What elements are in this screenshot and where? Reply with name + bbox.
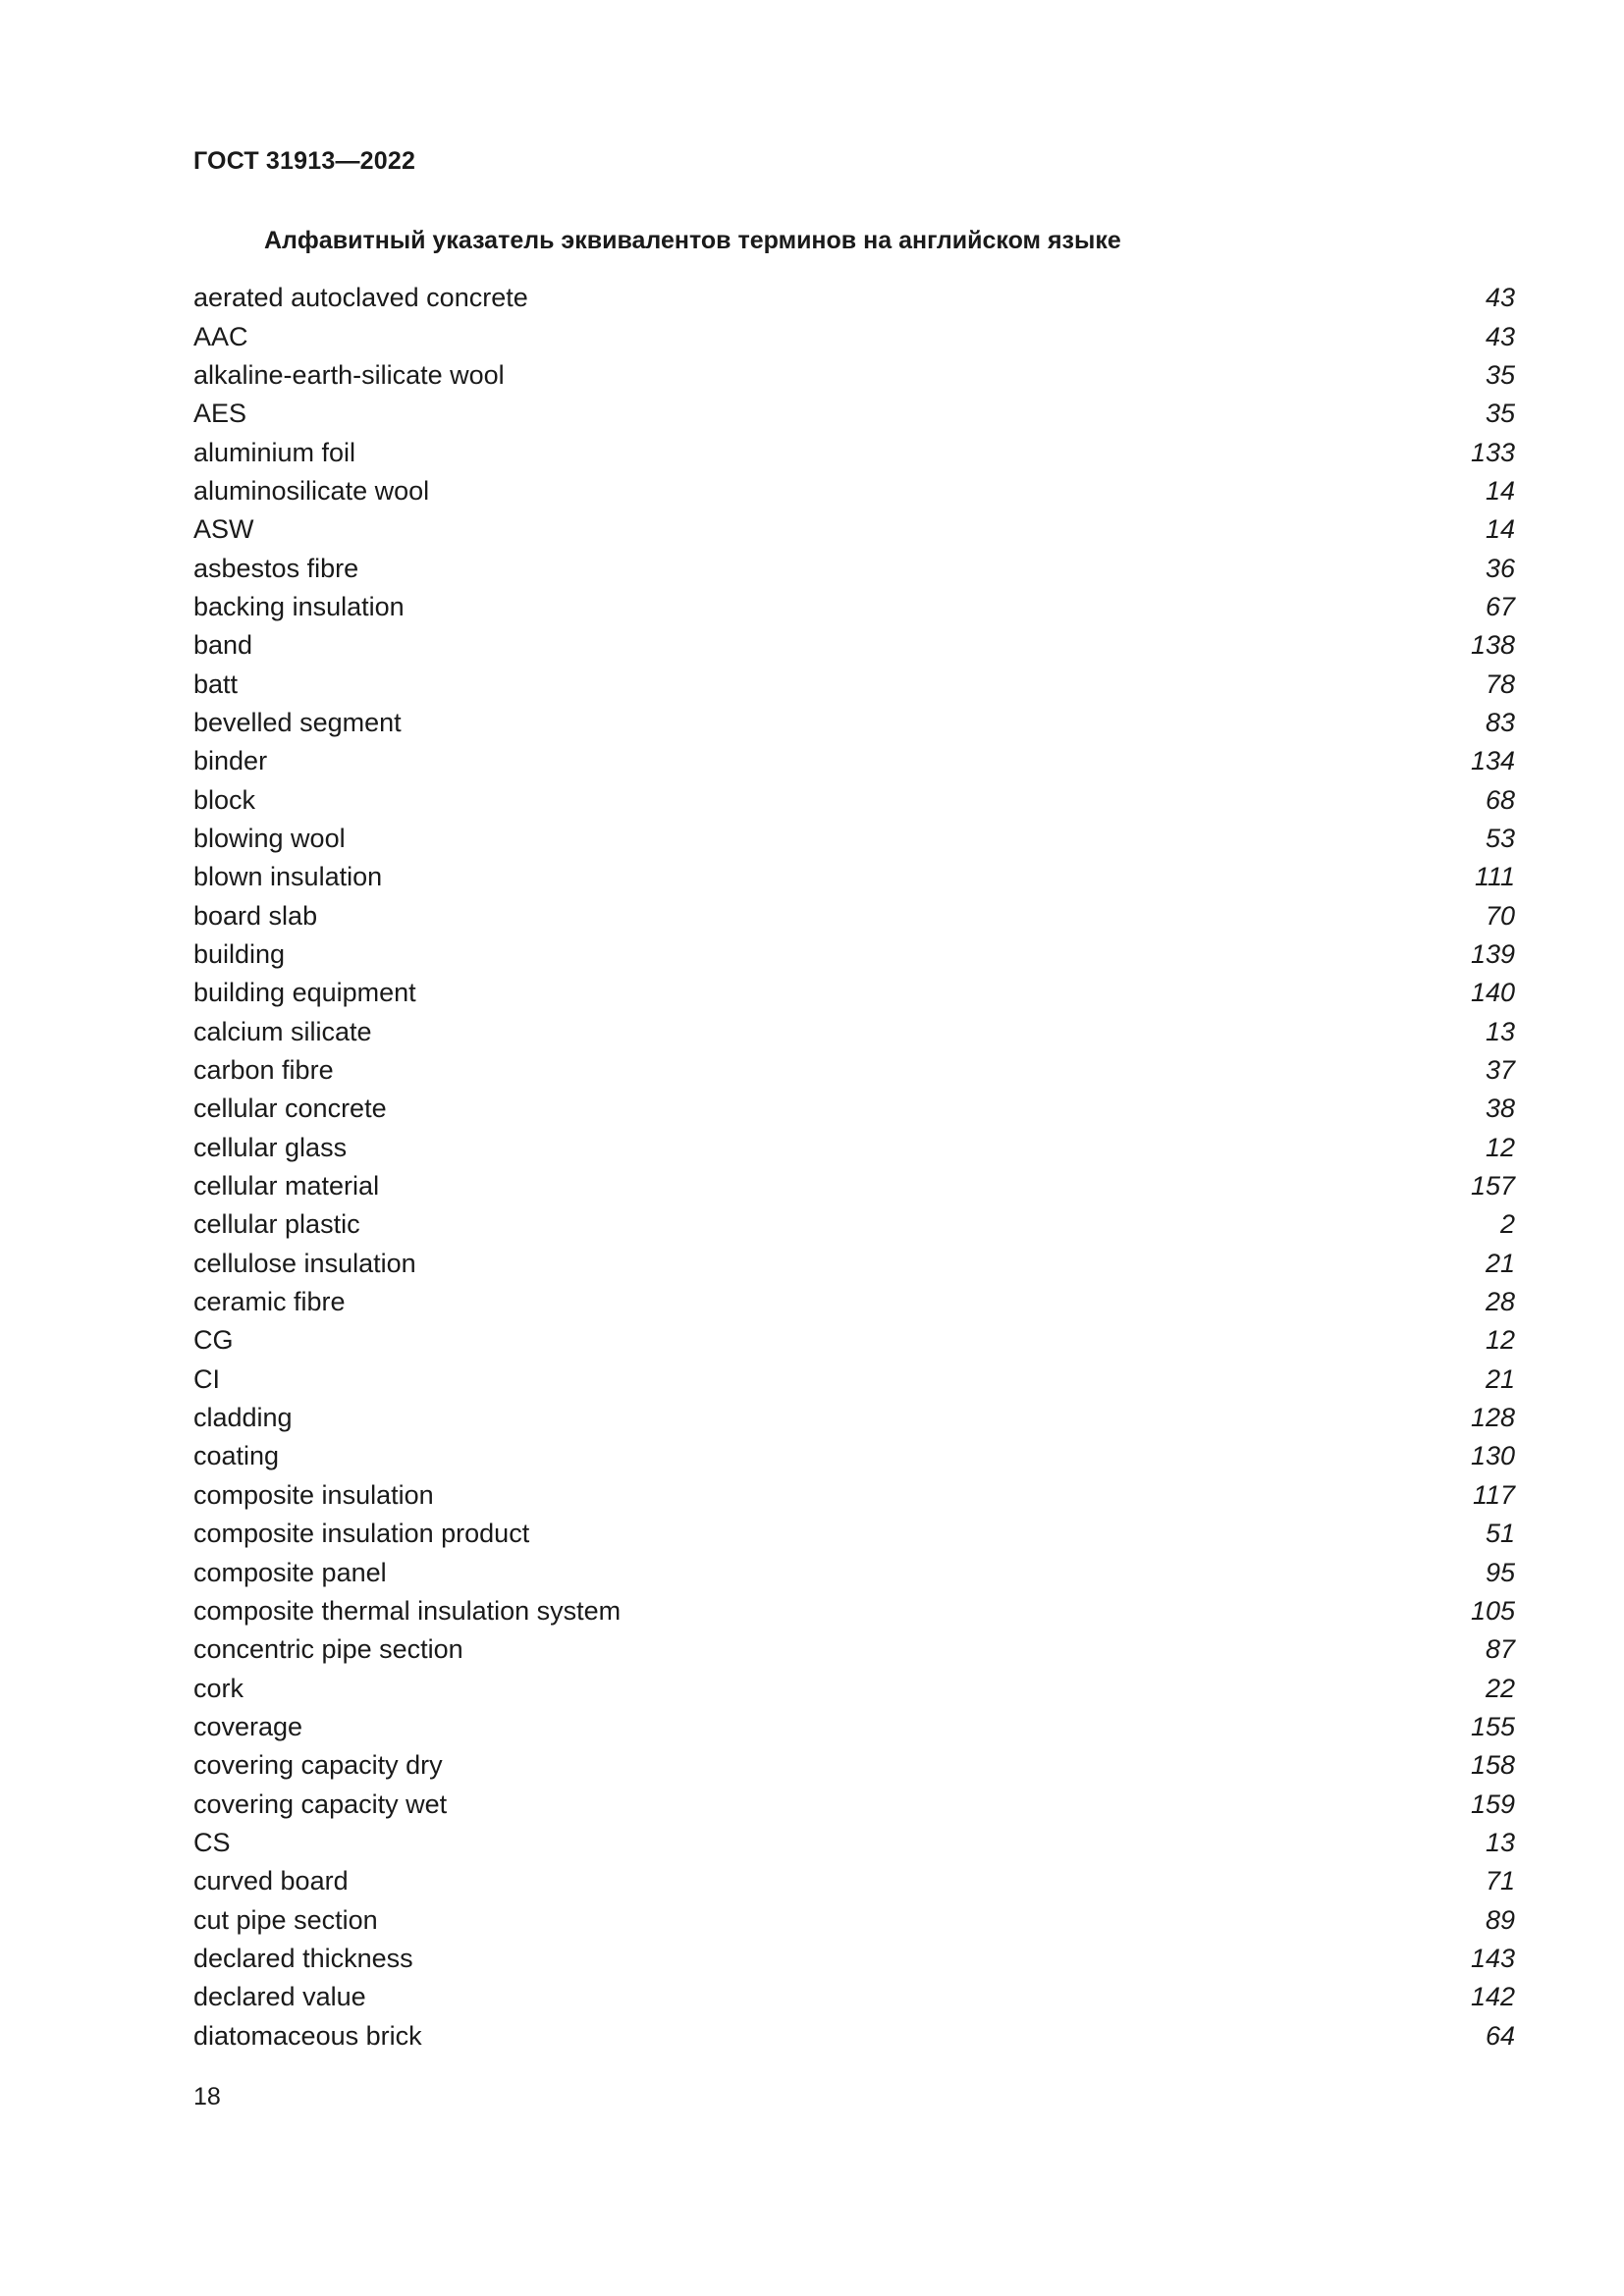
index-entry <box>193 780 1517 819</box>
entry-term: aerated autoclaved concrete <box>193 283 528 313</box>
entry-reference-number: 35 <box>1485 359 1515 390</box>
entry-reference-number: 13 <box>1485 1016 1515 1046</box>
entry-reference-number: 105 <box>1470 1595 1515 1626</box>
index-entry <box>193 665 1517 703</box>
entry-term: concentric pipe section <box>193 1634 463 1665</box>
entry-reference-number: 68 <box>1485 784 1515 815</box>
entry-term: AES <box>193 399 247 429</box>
entry-reference-number: 83 <box>1485 707 1515 737</box>
index-entry <box>193 1476 1517 1515</box>
page-number: 18 <box>193 2083 221 2110</box>
entry-reference-number: 51 <box>1485 1519 1515 1549</box>
index-entry <box>193 1129 1517 1167</box>
entry-reference-number: 35 <box>1485 399 1515 429</box>
index-entry <box>193 626 1517 665</box>
index-entry <box>193 395 1517 433</box>
entry-reference-number: 158 <box>1470 1750 1515 1781</box>
index-entry <box>193 1245 1517 1283</box>
entry-reference-number: 138 <box>1470 630 1515 661</box>
index-entry <box>193 935 1517 974</box>
entry-term: bevelled segment <box>193 707 402 737</box>
entry-term: block <box>193 784 256 815</box>
entry-term: diatomaceous brick <box>193 2020 422 2051</box>
entry-reference-number: 13 <box>1485 1827 1515 1857</box>
entry-term: coating <box>193 1441 280 1471</box>
entry-reference-number: 111 <box>1474 862 1515 892</box>
index-entry <box>193 1785 1517 1823</box>
entry-reference-number: 14 <box>1485 475 1515 506</box>
entry-term: CI <box>193 1363 220 1394</box>
entry-term: aluminosilicate wool <box>193 475 430 506</box>
entry-term: composite insulation product <box>193 1519 530 1549</box>
entry-reference-number: 43 <box>1485 283 1515 313</box>
entry-term: alkaline-earth-silicate wool <box>193 359 505 390</box>
entry-reference-number: 36 <box>1485 553 1515 583</box>
entry-reference-number: 2 <box>1499 1209 1515 1240</box>
entry-reference-number: 12 <box>1485 1325 1515 1356</box>
entry-term: board slab <box>193 900 318 931</box>
entry-term: cellular glass <box>193 1132 348 1162</box>
index-entry <box>193 1630 1517 1669</box>
entry-reference-number: 67 <box>1485 591 1515 621</box>
entry-reference-number: 12 <box>1485 1132 1515 1162</box>
index-entry <box>193 549 1517 587</box>
entry-reference-number: 78 <box>1485 668 1515 699</box>
index-entry <box>193 356 1517 395</box>
entry-reference-number: 70 <box>1485 900 1515 931</box>
index-entry <box>193 1708 1517 1746</box>
entry-term: band <box>193 630 253 661</box>
index-entry <box>193 279 1517 317</box>
index-entry <box>193 1361 1517 1399</box>
standard-designation: ГОСТ 31913—2022 <box>193 147 416 175</box>
index-entry <box>193 1283 1517 1321</box>
index-entry <box>193 1824 1517 1862</box>
entry-term: asbestos fibre <box>193 553 359 583</box>
index-entry <box>193 1592 1517 1630</box>
index-entry <box>193 1862 1517 1900</box>
index-entry <box>193 1669 1517 1707</box>
index-entry <box>193 317 1517 355</box>
entry-term: composite insulation <box>193 1479 434 1510</box>
index-entry <box>193 742 1517 780</box>
index-entry <box>193 1900 1517 1939</box>
index-entry <box>193 1553 1517 1591</box>
index-entry <box>193 1437 1517 1475</box>
index-entry <box>193 897 1517 935</box>
entry-reference-number: 21 <box>1485 1363 1515 1394</box>
entry-reference-number: 37 <box>1485 1055 1515 1086</box>
entry-term: CG <box>193 1325 234 1356</box>
entry-reference-number: 89 <box>1485 1904 1515 1935</box>
entry-reference-number: 21 <box>1485 1248 1515 1278</box>
entry-term: cellular material <box>193 1171 380 1201</box>
index-entry <box>193 820 1517 858</box>
entry-reference-number: 140 <box>1470 978 1515 1008</box>
index-entry <box>193 472 1517 510</box>
index-entry <box>193 1399 1517 1437</box>
index-entry <box>193 1167 1517 1205</box>
index-entry <box>193 1515 1517 1553</box>
index-entry <box>193 974 1517 1012</box>
entry-reference-number: 159 <box>1470 1789 1515 1819</box>
entry-reference-number: 71 <box>1485 1866 1515 1896</box>
entry-term: covering capacity dry <box>193 1750 443 1781</box>
entry-reference-number: 130 <box>1470 1441 1515 1471</box>
entry-term: carbon fibre <box>193 1055 334 1086</box>
entry-reference-number: 142 <box>1470 1982 1515 2012</box>
entry-term: aluminium foil <box>193 437 356 467</box>
entry-term: cellular plastic <box>193 1209 360 1240</box>
entry-term: building equipment <box>193 978 416 1008</box>
index-entry <box>193 1321 1517 1360</box>
index-entry <box>193 1051 1517 1090</box>
entry-term: blowing wool <box>193 823 346 853</box>
entry-reference-number: 95 <box>1485 1557 1515 1587</box>
entry-term: building <box>193 939 286 970</box>
entry-term: declared thickness <box>193 1943 413 1973</box>
index-entry <box>193 1978 1517 2016</box>
entry-term: calcium silicate <box>193 1016 372 1046</box>
entry-reference-number: 133 <box>1470 437 1515 467</box>
index-entry <box>193 858 1517 896</box>
entry-reference-number: 139 <box>1470 939 1515 970</box>
index-title: Алфавитный указатель эквивалентов терминов на английском языке <box>264 227 1121 254</box>
entry-term: curved board <box>193 1866 349 1896</box>
entry-term: binder <box>193 746 268 776</box>
entry-reference-number: 128 <box>1470 1403 1515 1433</box>
entry-term: cork <box>193 1673 244 1703</box>
entry-term: CS <box>193 1827 231 1857</box>
entry-reference-number: 53 <box>1485 823 1515 853</box>
index-entry <box>193 1940 1517 1978</box>
entry-reference-number: 117 <box>1472 1479 1515 1510</box>
entry-reference-number: 38 <box>1485 1094 1515 1124</box>
index-entry-list <box>193 279 1517 2056</box>
entry-term: blown insulation <box>193 862 383 892</box>
entry-reference-number: 28 <box>1485 1287 1515 1317</box>
entry-reference-number: 64 <box>1485 2020 1515 2051</box>
entry-term: cellular concrete <box>193 1094 387 1124</box>
entry-term: batt <box>193 668 239 699</box>
index-entry <box>193 704 1517 742</box>
index-entry <box>193 1205 1517 1244</box>
entry-term: cladding <box>193 1403 293 1433</box>
entry-term: ceramic fibre <box>193 1287 346 1317</box>
entry-term: backing insulation <box>193 591 405 621</box>
entry-reference-number: 155 <box>1470 1711 1515 1741</box>
index-entry <box>193 510 1517 549</box>
entry-term: composite panel <box>193 1557 387 1587</box>
entry-reference-number: 43 <box>1485 321 1515 351</box>
entry-term: AAC <box>193 321 248 351</box>
entry-term: cut pipe section <box>193 1904 378 1935</box>
entry-reference-number: 14 <box>1485 514 1515 545</box>
index-entry <box>193 2016 1517 2055</box>
entry-term: cellulose insulation <box>193 1248 416 1278</box>
index-entry <box>193 433 1517 471</box>
entry-reference-number: 134 <box>1470 746 1515 776</box>
entry-term: declared value <box>193 1982 366 2012</box>
index-entry <box>193 1090 1517 1128</box>
entry-reference-number: 22 <box>1485 1673 1515 1703</box>
entry-reference-number: 143 <box>1470 1943 1515 1973</box>
index-entry <box>193 1013 1517 1051</box>
entry-term: coverage <box>193 1711 303 1741</box>
entry-reference-number: 157 <box>1470 1171 1515 1201</box>
entry-term: ASW <box>193 514 254 545</box>
index-entry <box>193 1746 1517 1785</box>
entry-term: covering capacity wet <box>193 1789 448 1819</box>
entry-term: composite thermal insulation system <box>193 1595 622 1626</box>
index-entry <box>193 588 1517 626</box>
entry-reference-number: 87 <box>1485 1634 1515 1665</box>
